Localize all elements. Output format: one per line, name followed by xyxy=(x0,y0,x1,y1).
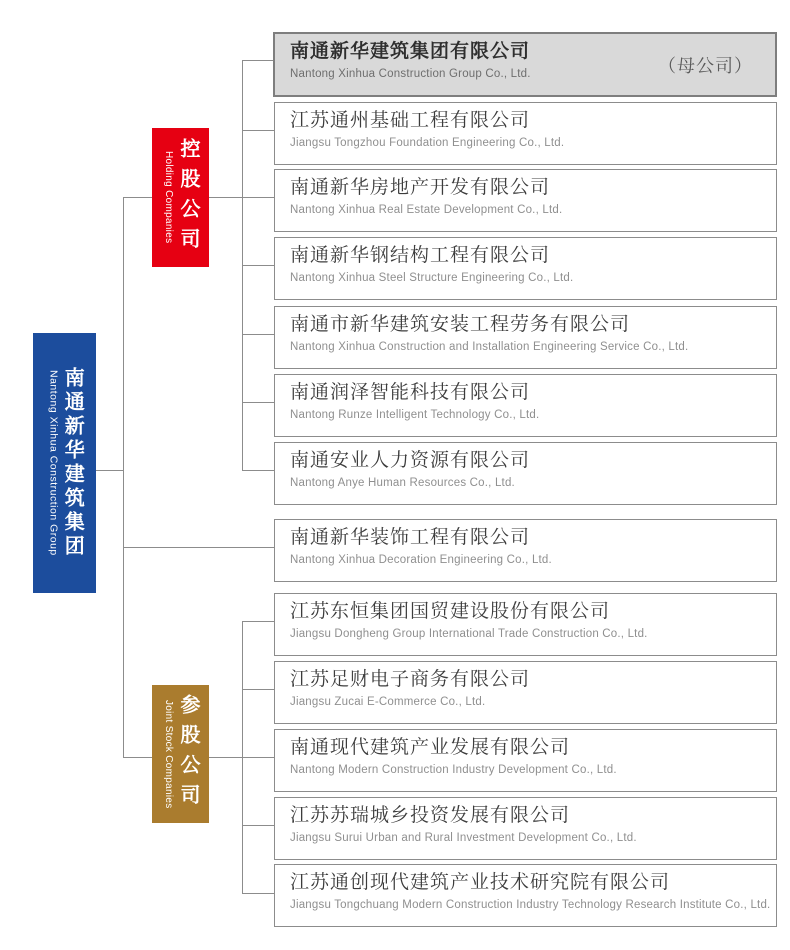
connector-line-branch xyxy=(242,825,274,826)
connector-line-branch xyxy=(242,334,274,335)
company-name-en: Nantong Modern Construction Industry Development Co., Ltd. xyxy=(290,764,617,776)
company-box xyxy=(274,374,777,437)
company-box xyxy=(274,864,777,927)
company-name-en: Jiangsu Tongchuang Modern Construction Industry Technology Research Institute Co., Ltd. xyxy=(290,899,771,911)
company-name-zh: 南通新华钢结构工程有限公司 xyxy=(290,245,551,266)
company-name-en: Jiangsu Dongheng Group International Trade Construction Co., Ltd. xyxy=(290,628,648,640)
company-name-en: Nantong Anye Human Resources Co., Ltd. xyxy=(290,477,515,489)
connector-line-branch xyxy=(242,470,274,471)
company-name-zh: 南通润泽智能科技有限公司 xyxy=(290,382,531,403)
company-name-zh: 南通新华房地产开发有限公司 xyxy=(290,177,551,198)
company-box xyxy=(274,306,777,369)
branch-label-joint-stock xyxy=(152,685,209,823)
company-name-zh: 江苏通创现代建筑产业技术研究院有限公司 xyxy=(290,872,671,893)
company-name-en: Nantong Xinhua Decoration Engineering Co., Ltd. xyxy=(290,554,552,566)
connector-line-branch xyxy=(242,60,274,61)
branch-holding-en: Holding Companies xyxy=(163,151,174,244)
connector-line-branch xyxy=(242,893,274,894)
company-box xyxy=(274,102,777,165)
company-name-zh: 南通市新华建筑安装工程劳务有限公司 xyxy=(290,314,631,335)
connector-line-direct xyxy=(123,547,274,548)
company-name-zh: 江苏东恒集团国贸建设股份有限公司 xyxy=(290,601,611,622)
company-name-en: Jiangsu Surui Urban and Rural Investment Development Co., Ltd. xyxy=(290,832,637,844)
company-name-en: Nantong Xinhua Construction and Installation Engineering Service Co., Ltd. xyxy=(290,341,689,353)
company-name-zh: 江苏通州基础工程有限公司 xyxy=(290,110,531,131)
company-name-zh: 南通新华装饰工程有限公司 xyxy=(290,527,531,548)
connector-line-joint-trunk xyxy=(242,621,243,893)
company-name-zh: 南通现代建筑产业发展有限公司 xyxy=(290,737,571,758)
root-group-name-zh: 南通新华建筑集团 xyxy=(61,367,84,559)
connector-line-root xyxy=(96,470,124,471)
company-name-zh: 南通安业人力资源有限公司 xyxy=(290,450,531,471)
company-box xyxy=(274,169,777,232)
company-name-en: Nantong Xinhua Real Estate Development Co., Ltd. xyxy=(290,204,563,216)
company-name-en: Nantong Xinhua Construction Group Co., Ltd. xyxy=(290,68,531,80)
root-group-name-en: Nantong Xinhua Construction Group xyxy=(47,370,60,556)
company-name-en: Jiangsu Zucai E-Commerce Co., Ltd. xyxy=(290,696,486,708)
company-box-parent xyxy=(273,32,777,97)
company-box xyxy=(274,237,777,300)
branch-holding-zh: 控股公司 xyxy=(177,137,199,258)
company-name-zh: 江苏足财电子商务有限公司 xyxy=(290,669,531,690)
connector-line-branch xyxy=(242,265,274,266)
company-name-zh: 南通新华建筑集团有限公司 xyxy=(290,41,531,62)
company-name-zh: 江苏苏瑞城乡投资发展有限公司 xyxy=(290,805,571,826)
company-box xyxy=(274,797,777,860)
company-name-en: Nantong Runze Intelligent Technology Co., Ltd. xyxy=(290,409,540,421)
connector-line-branch xyxy=(242,402,274,403)
connector-line-branch xyxy=(242,130,274,131)
company-box xyxy=(274,661,777,724)
company-name-en: Nantong Xinhua Steel Structure Engineering Co., Ltd. xyxy=(290,272,574,284)
branch-label-holding xyxy=(152,128,209,267)
branch-joint-en: Joint Stock Companies xyxy=(163,699,174,809)
connector-line-main-trunk xyxy=(123,197,124,758)
parent-company-tag: （母公司） xyxy=(658,55,753,76)
root-group-label xyxy=(33,333,96,593)
connector-line-branch xyxy=(242,621,274,622)
company-box xyxy=(274,442,777,505)
branch-joint-zh: 参股公司 xyxy=(177,694,199,814)
company-box xyxy=(274,593,777,656)
company-box xyxy=(274,519,777,582)
connector-line-branch xyxy=(242,689,274,690)
company-name-en: Jiangsu Tongzhou Foundation Engineering Co., Ltd. xyxy=(290,137,565,149)
company-box xyxy=(274,729,777,792)
